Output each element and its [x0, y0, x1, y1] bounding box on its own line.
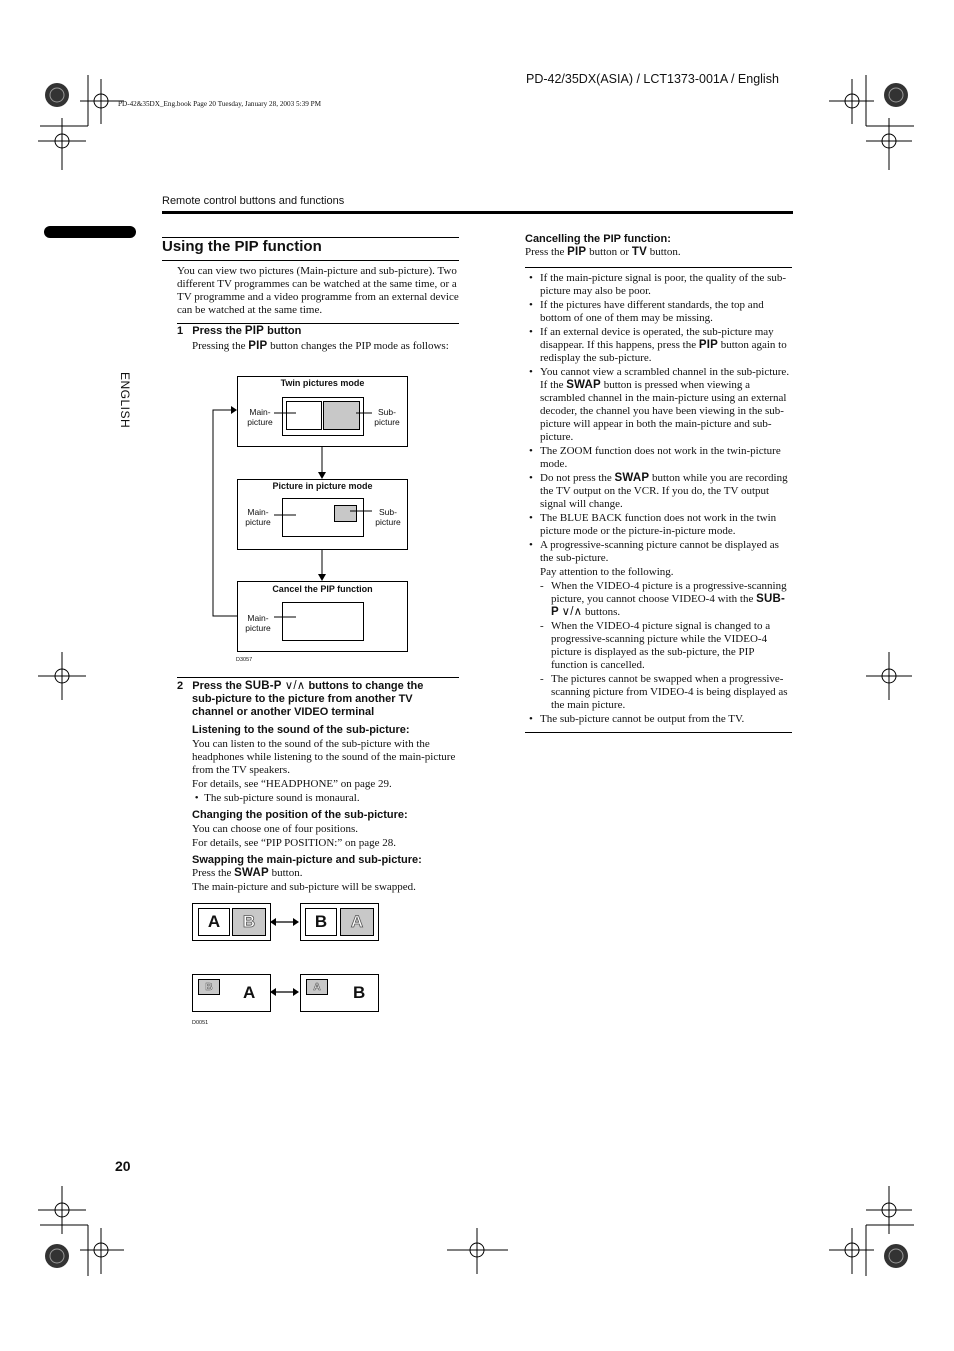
note-item: • Do not press the SWAP button while you are recording the TV output on the VCR. If you do, the TV output signal will change.: [525, 472, 792, 511]
swap-pip-after-main: B: [353, 983, 366, 1002]
swap-pip-before-main: A: [243, 983, 256, 1002]
position-heading: Changing the position of the sub-picture:: [192, 809, 408, 821]
note-subitem: - When the VIDEO-4 picture signal is changed to a progressive-scanning picture while the VIDEO-4 picture is displayed as the sub-picture, the PIP function is cancelled.: [525, 620, 792, 672]
pip-sub-label: Sub- picture: [375, 507, 401, 527]
side-language-label: ENGLISH: [118, 372, 132, 429]
book-info: PD-42&35DX_Eng.book Page 20 Tuesday, January 28, 2003 5:39 PM: [118, 100, 321, 108]
cancel-heading: Cancelling the PIP function:: [525, 233, 671, 245]
pip-button-label: PIP: [567, 246, 587, 258]
step2-pre: Press the: [192, 680, 242, 692]
document-id: PD-42/35DX(ASIA) / LCT1373-001A / English: [526, 72, 779, 86]
notes-top-rule: [525, 267, 792, 268]
arrow-buttons-label: ∨/∧: [561, 606, 583, 618]
step2-heading: [177, 680, 459, 693]
side-tab: [44, 226, 136, 238]
step1-number: 1: [177, 325, 184, 337]
twin-mode-label: Twin pictures mode: [280, 378, 365, 388]
swap-pip-after-sub: A: [306, 979, 328, 995]
note-item: • A progressive-scanning picture cannot be displayed as the sub-picture.: [525, 539, 792, 565]
pip-button-label: PIP: [244, 325, 265, 337]
cancel-main-label: Main- picture: [245, 613, 271, 633]
swap-body: The main-picture and sub-picture will be swapped.: [192, 881, 416, 893]
note-item: • You cannot view a scrambled channel in the sub-picture. If the SWAP button is pressed when viewing a scrambled channel in the main-picture using an external decoder, the channel you have been viewing in the sub-picture will appear in both the main-picture and sub-picture.: [525, 366, 792, 444]
subp-button-label: SUB-P: [551, 593, 786, 618]
swap-button-label: SWAP: [234, 867, 269, 879]
swap-twin-after-main: B: [305, 908, 337, 936]
step1-desc-pre: Pressing the: [192, 340, 246, 352]
header-rule: [162, 211, 793, 214]
diagram2-code: D0051: [192, 1020, 209, 1026]
note-followup: Pay attention to the following.: [540, 566, 674, 578]
step1-heading: [177, 325, 301, 338]
section-title-rule: [162, 260, 459, 261]
step1-post: button: [267, 325, 302, 337]
page-number: 20: [115, 1158, 131, 1174]
arrow-buttons-label: ∨/∧: [284, 680, 306, 692]
running-head: Remote control buttons and functions: [162, 195, 345, 207]
pip-main-label: Main- picture: [245, 507, 271, 527]
note-item: • If the main-picture signal is poor, the quality of the sub-picture may also be poor.: [525, 272, 792, 298]
twin-sub-label: Sub- picture: [374, 407, 400, 427]
notes-bottom-rule: [525, 732, 792, 733]
listen-details: For details, see “HEADPHONE” on page 29.: [192, 778, 392, 790]
step2-number: 2: [177, 680, 184, 692]
section-title: Using the PIP function: [162, 238, 322, 255]
step2-rule: [177, 677, 459, 678]
listen-heading: Listening to the sound of the sub-picture:: [192, 724, 410, 736]
step2-line3: channel or another VIDEO terminal: [192, 706, 375, 718]
diagram1-arrows: [200, 370, 430, 660]
cancel-mode-label: Cancel the PIP function: [272, 584, 373, 594]
swap-twin-before-sub: B: [232, 908, 266, 936]
step1-pre: Press the: [192, 325, 242, 337]
twin-main-label: Main- picture: [247, 407, 273, 427]
note-item: • If the pictures have different standards, the top and bottom of one of them may be missing.: [525, 299, 792, 325]
pip-mode-label: Picture in picture mode: [272, 481, 373, 491]
diagram1-code: D3057: [236, 657, 253, 663]
intro-rule: [177, 323, 459, 324]
pip-button-label: PIP: [698, 339, 718, 351]
step2-line2: sub-picture to the picture from another TV: [192, 693, 413, 705]
position-details: For details, see “PIP POSITION:” on page 28.: [192, 837, 396, 849]
swap-arrows: [268, 910, 304, 1000]
pip-button-label: PIP: [248, 340, 268, 352]
step1-desc-post: button changes the PIP mode as follows:: [270, 340, 449, 352]
tv-button-label: TV: [631, 246, 647, 258]
step2-post: buttons to change the: [308, 680, 424, 692]
swap-twin-before-main: A: [198, 908, 230, 936]
swap-button-label: SWAP: [566, 379, 601, 391]
step1-description: [192, 340, 459, 353]
intro-paragraph: You can view two pictures (Main-picture and sub-picture). Two different TV programmes can be watched at the same time, or a TV programme and a video programme from an external device can be watched at the same time.: [177, 265, 459, 316]
swap-pip-before-sub: B: [198, 979, 220, 995]
swap-instruction: Press the SWAP button.: [192, 867, 303, 879]
cancel-instruction: Press the PIP button or TV button.: [525, 246, 681, 258]
position-body: You can choose one of four positions.: [192, 823, 359, 835]
swap-twin-after-sub: A: [340, 908, 374, 936]
subp-button-label: SUB-P: [244, 680, 282, 692]
note-item: • If an external device is operated, the sub-picture may disappear. If this happens, press the PIP button again to redisplay the sub-picture.: [525, 326, 792, 365]
notes-list: [525, 272, 792, 727]
note-item: • The ZOOM function does not work in the twin-picture mode.: [525, 445, 792, 471]
note-item: • The sub-picture cannot be output from the TV.: [525, 713, 792, 726]
note-subitem: - When the VIDEO-4 picture is a progressive-scanning picture, you cannot choose VIDEO-4 with the SUB-P ∨/∧ buttons.: [525, 580, 792, 619]
note-subitem: - The pictures cannot be swapped when a progressive-scanning picture from VIDEO-4 is being displayed as the main picture.: [525, 673, 792, 712]
swap-heading: Swapping the main-picture and sub-picture:: [192, 854, 422, 866]
note-item: • The BLUE BACK function does not work in the twin picture mode or the picture-in-picture mode.: [525, 512, 792, 538]
listen-body: You can listen to the sound of the sub-picture with the headphones while listening to the sound of the main-picture from the TV speakers.: [192, 738, 456, 776]
swap-button-label: SWAP: [614, 472, 650, 484]
listen-note: • The sub-picture sound is monaural.: [192, 792, 360, 804]
